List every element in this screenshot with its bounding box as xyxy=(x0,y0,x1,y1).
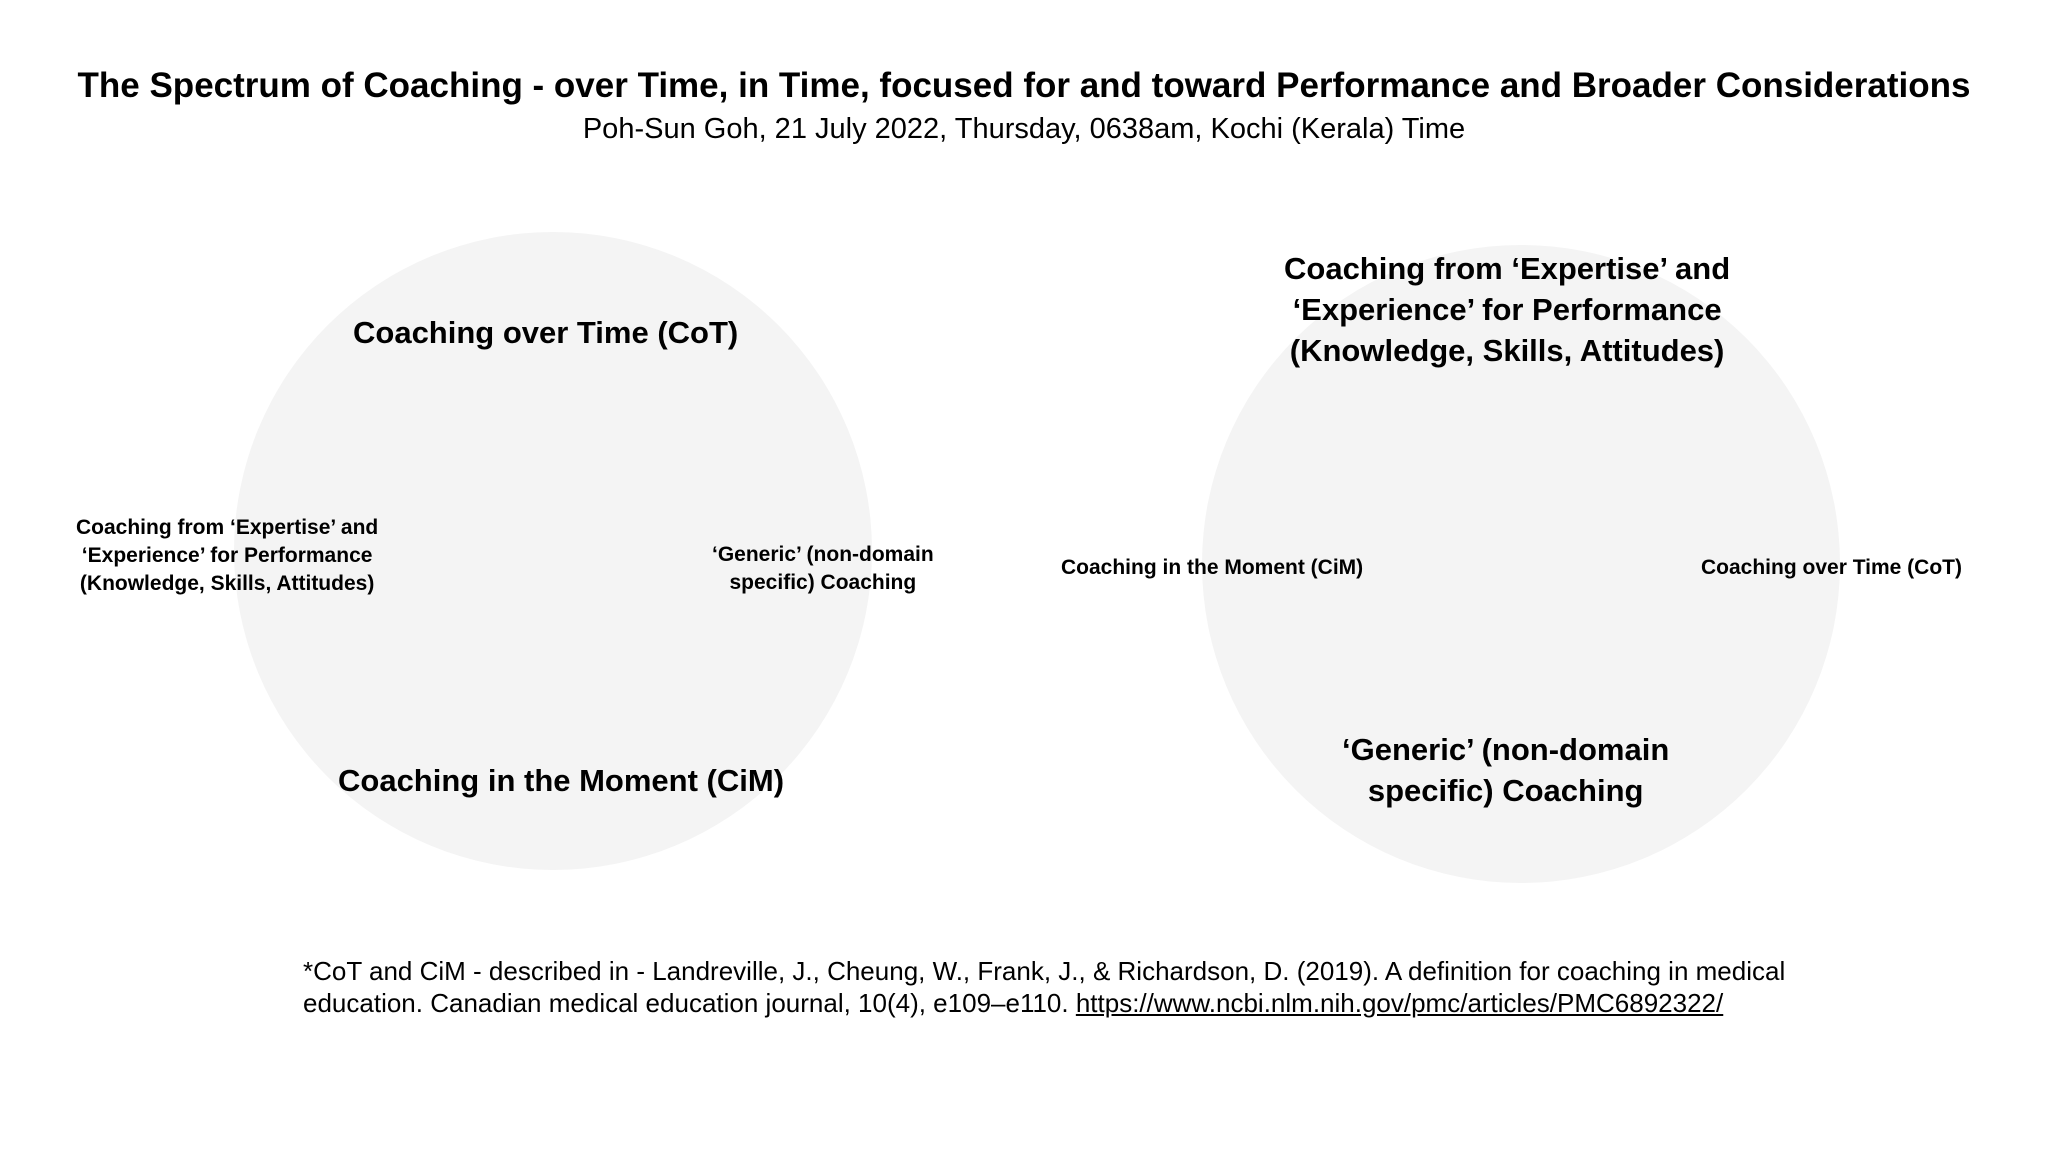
right-top-label xyxy=(1284,248,1730,371)
right-bottom-label xyxy=(1342,729,1669,811)
footnote-text: *CoT and CiM - described in - Landreville, J., Cheung, W., Frank, J., & Richardson, D. (2019). A definition for coaching in medical education. Canadian medical education journal, 10(4), e109–e110. xyxy=(303,956,1786,1018)
slide-title: The Spectrum of Coaching - over Time, in Time, focused for and toward Performance and Broader Considerations xyxy=(77,66,1971,105)
right-right-label xyxy=(1701,554,1962,582)
left-right-label xyxy=(712,541,934,597)
reference-link[interactable]: https://www.ncbi.nlm.nih.gov/pmc/articles/PMC6892322/ xyxy=(1075,988,1724,1018)
footnote xyxy=(303,955,1903,1019)
left-left-line-1: Coaching from ‘Expertise’ and xyxy=(76,516,379,539)
left-left-line-3: (Knowledge, Skills, Attitudes) xyxy=(79,572,375,595)
left-left-label xyxy=(76,514,378,598)
left-left-line-2: ‘Experience’ for Performance xyxy=(81,544,373,567)
right-left-label xyxy=(1061,554,1363,582)
right-bottom-line-2: specific) Coaching xyxy=(1367,773,1644,808)
right-top-line-3: (Knowledge, Skills, Attitudes) xyxy=(1289,333,1725,368)
slide-subtitle: Poh-Sun Goh, 21 July 2022, Thursday, 0638am, Kochi (Kerala) Time xyxy=(582,113,1466,145)
right-left-line-1: Coaching in the Moment (CiM) xyxy=(1061,556,1364,579)
left-bottom-label xyxy=(338,760,784,801)
left-right-line-2: specific) Coaching xyxy=(729,571,917,594)
right-top-line-1: Coaching from ‘Expertise’ and xyxy=(1284,251,1731,286)
left-bottom-line-1: Coaching in the Moment (CiM) xyxy=(338,763,785,798)
left-top-line-1: Coaching over Time (CoT) xyxy=(353,315,739,350)
left-top-label xyxy=(353,312,738,353)
right-right-line-1: Coaching over Time (CoT) xyxy=(1701,556,1962,579)
right-bottom-line-1: ‘Generic’ (non-domain xyxy=(1342,732,1670,767)
left-right-line-1: ‘Generic’ (non-domain xyxy=(712,543,934,566)
right-top-line-2: ‘Experience’ for Performance xyxy=(1292,292,1722,327)
